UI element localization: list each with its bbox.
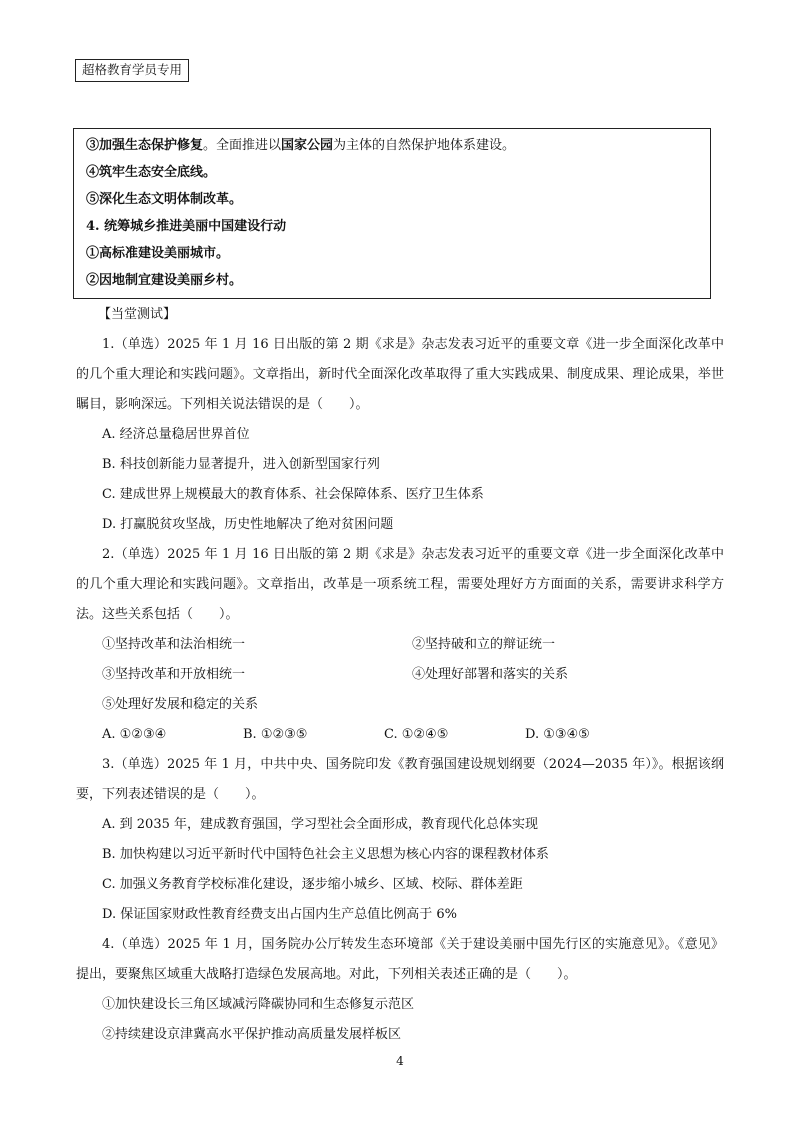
box-line-4: 4. 统筹城乡推进美丽中国建设行动 [86, 219, 287, 234]
question-2-item-3: ③坚持改革和开放相统一 [102, 667, 246, 682]
question-4 [76, 930, 724, 1050]
question-1-option-c: C. 建成世界上规模最大的教育体系、社会保障体系、医疗卫生体系 [102, 487, 484, 502]
header-tag: 超格教育学员专用 [75, 59, 189, 82]
box-line-5: ①高标准建设美丽城市。 [86, 246, 230, 261]
question-3-option-b: B. 加快构建以习近平新时代中国特色社会主义思想为核心内容的课程教材体系 [102, 847, 549, 862]
question-1-option-a: A. 经济总量稳居世界首位 [102, 427, 250, 442]
box-line-1-tail: 为主体的自然保护地体系建设。 [333, 138, 516, 153]
main-content [76, 300, 724, 1050]
box-line-6: ②因地制宜建设美丽乡村。 [86, 273, 243, 288]
page-number: 4 [396, 1054, 404, 1068]
question-2-item-2: ②坚持破和立的辩证统一 [412, 637, 556, 652]
question-1-option-d: D. 打赢脱贫攻坚战，历史性地解决了绝对贫困问题 [102, 517, 394, 532]
question-3-option-a: A. 到 2035 年，建成教育强国，学习型社会全面形成，教育现代化总体实现 [102, 817, 539, 832]
question-2-option-a: A. ①②③④ [102, 727, 167, 742]
question-2-option-d: D. ①③④⑤ [525, 727, 590, 742]
question-4-stem: 4.（单选）2025 年 1 月，国务院办公厅转发生态环境部《关于建设美丽中国先行区的实施意见》。《意见》提出，要聚焦区域重大战略打造绿色发展高地。对此，下列相关表述正确的是（ ）。 [76, 937, 724, 982]
question-1-option-b: B. 科技创新能力显著提升，进入创新型国家行列 [102, 457, 380, 472]
box-line-1 [86, 132, 698, 159]
question-2 [76, 540, 724, 750]
question-2-items-row-2 [76, 660, 724, 690]
question-3-stem: 3.（单选）2025 年 1 月，中共中央、国务院印发《教育强国建设规划纲要（2024—2035 年）》。根据该纲要，下列表述错误的是（ ）。 [76, 757, 724, 802]
question-2-item-1: ①坚持改革和法治相统一 [102, 637, 246, 652]
question-1 [76, 330, 724, 540]
box-line-1-head: ③加强生态保护修复 [86, 138, 204, 153]
box-line-1-mid: 。全面推进以 [203, 138, 282, 153]
question-2-item-4: ④处理好部署和落实的关系 [412, 667, 569, 682]
question-3 [76, 750, 724, 930]
box-line-1-bold: 国家公园 [281, 138, 334, 153]
section-title: 【当堂测试】 [98, 307, 177, 322]
question-4-item-1: ①加快建设长三角区域减污降碳协同和生态修复示范区 [102, 997, 415, 1012]
question-1-stem: 1.（单选）2025 年 1 月 16 日出版的第 2 期《求是》杂志发表习近平的重要文章《进一步全面深化改革中的几个重大理论和实践问题》。文章指出，新时代全面深化改革取得了重大实践成果、制度成果、理论成果，举世瞩目，影响深远。下列相关说法错误的是（ ）。 [76, 337, 724, 412]
question-2-option-b: B. ①②③⑤ [243, 727, 308, 742]
question-2-items-row-1 [76, 630, 724, 660]
question-3-option-c: C. 加强义务教育学校标准化建设，逐步缩小城乡、区域、校际、群体差距 [102, 877, 523, 892]
question-2-stem: 2.（单选）2025 年 1 月 16 日出版的第 2 期《求是》杂志发表习近平的重要文章《进一步全面深化改革中的几个重大理论和实践问题》。文章指出，改革是一项系统工程，需要处理好方方面面的关系，需要讲求科学方法。这些关系包括（ ）。 [76, 547, 724, 622]
question-3-option-d: D. 保证国家财政性教育经费支出占国内生产总值比例高于 6% [102, 907, 457, 922]
question-2-option-c: C. ①②④⑤ [384, 727, 449, 742]
question-2-item-5: ⑤处理好发展和稳定的关系 [102, 697, 259, 712]
question-2-options [76, 720, 724, 750]
box-line-3: ⑤深化生态文明体制改革。 [86, 192, 243, 207]
question-4-item-2: ②持续建设京津冀高水平保护推动高质量发展样板区 [102, 1027, 402, 1042]
box-line-2: ④筑牢生态安全底线。 [86, 165, 217, 180]
summary-box [73, 128, 711, 299]
